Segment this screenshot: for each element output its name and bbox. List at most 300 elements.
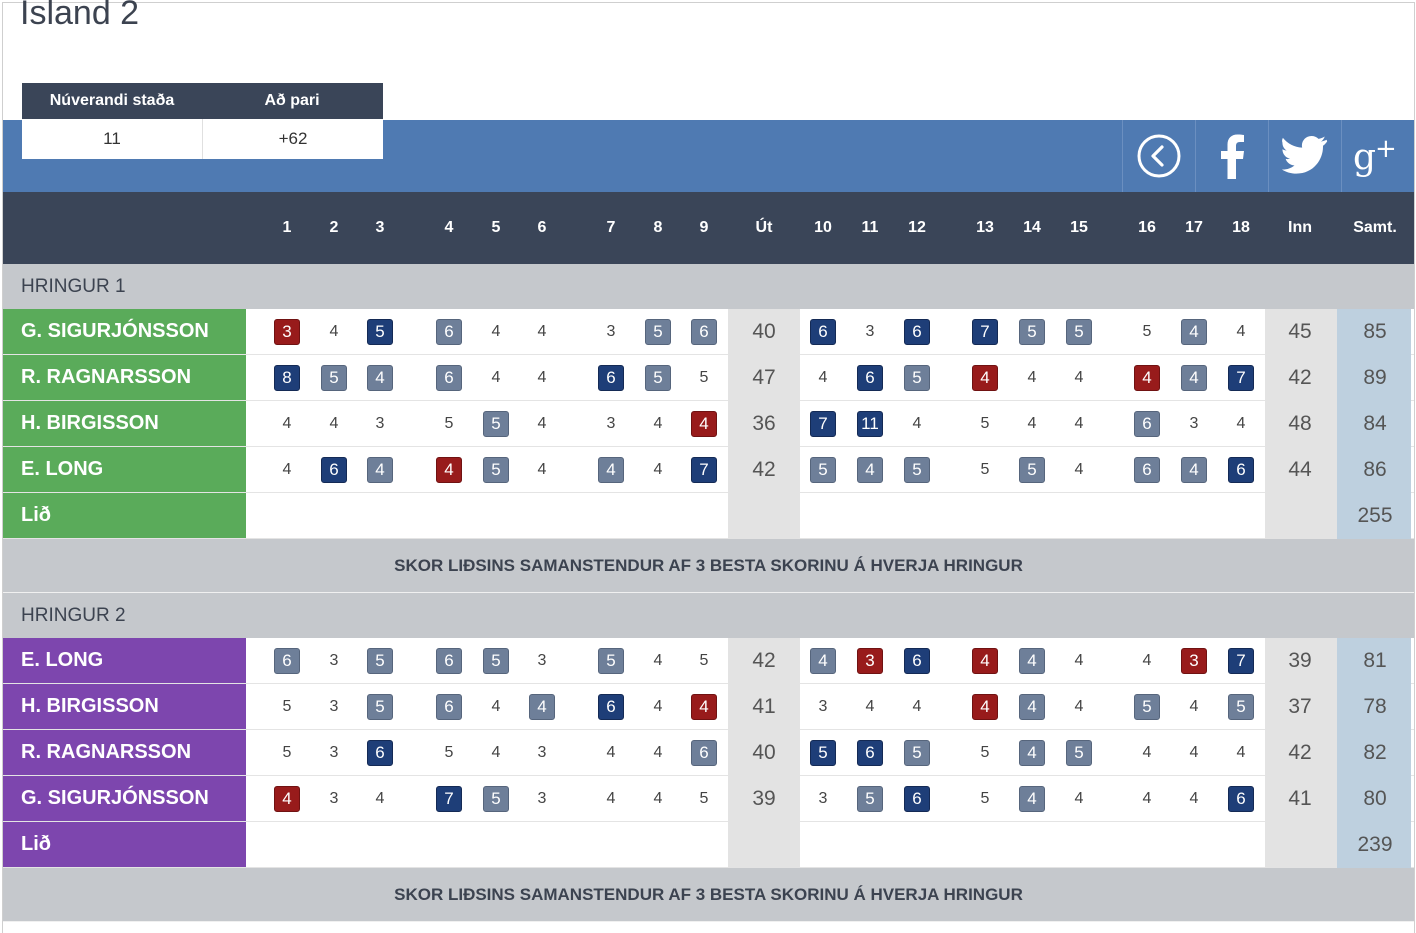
hole-score: 4 (972, 365, 998, 391)
hole-score: 3 (329, 698, 339, 715)
hole-score: 3 (537, 744, 547, 761)
in-score: 37 (1288, 695, 1312, 718)
current-position-value: 11 (22, 119, 203, 159)
hole-score: 5 (483, 786, 509, 812)
hole-cell (848, 309, 892, 355)
hole-score: 4 (1019, 786, 1045, 812)
hole-cell (474, 309, 518, 355)
hole-cell (1057, 684, 1101, 730)
hole-cell (1219, 309, 1263, 355)
out-score: 42 (752, 649, 776, 672)
hole-score: 4 (491, 744, 501, 761)
twitter-icon (1281, 136, 1329, 176)
hole-cell (520, 730, 564, 776)
hole-cell (636, 355, 680, 401)
hole-score: 3 (537, 790, 547, 807)
hole-score: 3 (274, 319, 300, 345)
hole-score: 3 (329, 652, 339, 669)
column-header: 6 (537, 219, 547, 236)
player-row[interactable] (3, 638, 1414, 684)
to-par-label: Að pari (264, 92, 320, 109)
hole-score: 3 (818, 790, 828, 807)
hole-cell (474, 684, 518, 730)
column-header: Út (755, 219, 773, 236)
hole-score: 5 (699, 790, 709, 807)
hole-cell (474, 638, 518, 684)
column-header: Inn (1288, 219, 1312, 236)
hole-cell (895, 447, 939, 493)
hole-score: 5 (645, 365, 671, 391)
hole-score: 4 (436, 457, 462, 483)
hole-score: 4 (375, 790, 385, 807)
hole-cell (636, 309, 680, 355)
hole-score: 6 (1228, 786, 1254, 812)
hole-score: 4 (1181, 319, 1207, 345)
status-box (22, 83, 383, 159)
hole-cell (801, 401, 845, 447)
hole-cell (636, 638, 680, 684)
hole-score: 4 (1236, 323, 1246, 340)
hole-score: 5 (444, 744, 454, 761)
out-score: 42 (752, 458, 776, 481)
hole-score: 5 (904, 740, 930, 766)
hole-cell (895, 401, 939, 447)
hole-score: 4 (329, 323, 339, 340)
hole-cell (1172, 684, 1216, 730)
hole-cell (427, 355, 471, 401)
hole-cell (636, 401, 680, 447)
twitter-share-button[interactable] (1268, 120, 1341, 192)
hole-score: 7 (972, 319, 998, 345)
column-header: 14 (1023, 219, 1041, 236)
hole-score: 4 (367, 365, 393, 391)
hole-cell (265, 355, 309, 401)
hole-score: 5 (810, 457, 836, 483)
player-name[interactable]: G. SIGURJÓNSSON (3, 309, 246, 354)
column-header: 16 (1138, 219, 1156, 236)
column-header: 10 (814, 219, 832, 236)
facebook-icon (1217, 133, 1247, 179)
hole-score: 4 (653, 652, 663, 669)
hole-score: 4 (1142, 744, 1152, 761)
hole-cell (520, 447, 564, 493)
hole-cell (1057, 447, 1101, 493)
hole-score: 4 (691, 411, 717, 437)
hole-score: 4 (537, 323, 547, 340)
hole-cell (265, 684, 309, 730)
hole-cell (1057, 638, 1101, 684)
hole-score: 3 (818, 698, 828, 715)
hole-cell (1172, 638, 1216, 684)
hole-cell (520, 684, 564, 730)
hole-score: 3 (1189, 415, 1199, 432)
svg-text:+: + (1375, 134, 1397, 164)
hole-score: 4 (810, 648, 836, 674)
column-header: 1 (282, 219, 292, 236)
hole-cell (1219, 684, 1263, 730)
hole-score: 4 (282, 415, 292, 432)
hole-cell (1057, 401, 1101, 447)
hole-score: 4 (1074, 790, 1084, 807)
hole-cell (963, 309, 1007, 355)
hole-score: 4 (1142, 652, 1152, 669)
hole-score: 3 (606, 323, 616, 340)
hole-score: 4 (282, 461, 292, 478)
hole-score: 3 (329, 790, 339, 807)
player-name[interactable]: G. SIGURJÓNSSON (3, 776, 246, 821)
hole-cell (1057, 355, 1101, 401)
hole-score: 5 (483, 457, 509, 483)
column-header: 12 (908, 219, 926, 236)
player-name[interactable]: E. LONG (3, 447, 246, 492)
in-score: 44 (1288, 458, 1312, 481)
hole-score: 4 (1134, 365, 1160, 391)
hole-score: 5 (444, 415, 454, 432)
hole-cell (1172, 355, 1216, 401)
hole-score: 5 (904, 457, 930, 483)
hole-cell (682, 776, 726, 822)
hole-score: 6 (1134, 457, 1160, 483)
hole-score: 4 (537, 415, 547, 432)
hole-cell (358, 638, 402, 684)
total-score: 80 (1363, 787, 1387, 810)
hole-score: 6 (810, 319, 836, 345)
hole-cell (312, 401, 356, 447)
column-header: Samt. (1353, 219, 1397, 236)
column-header: 7 (606, 219, 616, 236)
hole-score: 6 (904, 786, 930, 812)
hole-score: 4 (653, 461, 663, 478)
team-total: 239 (1357, 833, 1393, 856)
player-row[interactable] (3, 684, 1414, 730)
hole-cell (848, 684, 892, 730)
round-title-label: HRINGUR 2 (21, 605, 126, 626)
hole-cell (312, 309, 356, 355)
hole-cell (1125, 355, 1169, 401)
column-header: 18 (1232, 219, 1250, 236)
hole-score: 5 (282, 698, 292, 715)
hole-score: 4 (537, 461, 547, 478)
google-plus-icon (1353, 133, 1403, 179)
hole-cell (636, 730, 680, 776)
player-name[interactable]: H. BIRGISSON (3, 684, 246, 729)
out-score: 39 (752, 787, 776, 810)
hole-cell (589, 309, 633, 355)
hole-cell (848, 355, 892, 401)
hole-score: 4 (598, 457, 624, 483)
hole-cell (1010, 401, 1054, 447)
player-name[interactable]: R. RAGNARSSON (3, 355, 246, 400)
hole-score: 4 (1236, 415, 1246, 432)
hole-cell (589, 776, 633, 822)
hole-cell (1010, 684, 1054, 730)
hole-cell (895, 776, 939, 822)
hole-score: 5 (810, 740, 836, 766)
hole-cell (682, 638, 726, 684)
player-row[interactable] (3, 309, 1414, 355)
hole-score: 4 (1189, 744, 1199, 761)
hole-cell (963, 730, 1007, 776)
hole-cell (1057, 309, 1101, 355)
hole-score: 4 (1074, 415, 1084, 432)
hole-cell (801, 447, 845, 493)
hole-score: 5 (1019, 319, 1045, 345)
hole-score: 3 (606, 415, 616, 432)
hole-score: 4 (865, 698, 875, 715)
svg-text:g: g (1353, 137, 1377, 178)
hole-cell (1010, 638, 1054, 684)
hole-score: 5 (598, 648, 624, 674)
hole-cell (1125, 776, 1169, 822)
in-subtotal-bg (1265, 493, 1337, 539)
hole-score: 7 (1228, 648, 1254, 674)
hole-score: 3 (865, 323, 875, 340)
hole-cell (895, 355, 939, 401)
team-row (3, 493, 1414, 539)
hole-score: 4 (491, 369, 501, 386)
hole-cell (682, 447, 726, 493)
round-title-label: HRINGUR 1 (21, 276, 126, 297)
hole-score: 5 (483, 411, 509, 437)
hole-cell (963, 776, 1007, 822)
hole-score: 5 (367, 648, 393, 674)
hole-cell (801, 309, 845, 355)
hole-score: 6 (691, 319, 717, 345)
hole-score: 4 (691, 694, 717, 720)
player-row[interactable] (3, 730, 1414, 776)
hole-cell (1219, 638, 1263, 684)
hole-cell (427, 309, 471, 355)
hole-cell (265, 776, 309, 822)
hole-score: 6 (1134, 411, 1160, 437)
hole-cell (1172, 776, 1216, 822)
player-row[interactable] (3, 355, 1414, 401)
hole-score: 3 (1181, 648, 1207, 674)
hole-cell (1010, 776, 1054, 822)
total-score: 85 (1363, 320, 1387, 343)
hole-cell (1010, 309, 1054, 355)
hole-cell (358, 355, 402, 401)
hole-score: 4 (529, 694, 555, 720)
hole-cell (848, 776, 892, 822)
hole-score: 5 (980, 790, 990, 807)
hole-cell (312, 638, 356, 684)
hole-score: 4 (329, 415, 339, 432)
hole-score: 4 (653, 790, 663, 807)
hole-score: 5 (980, 461, 990, 478)
player-row[interactable] (3, 447, 1414, 493)
hole-cell (265, 447, 309, 493)
column-header: 17 (1185, 219, 1203, 236)
hole-score: 4 (1019, 648, 1045, 674)
hole-score: 5 (483, 648, 509, 674)
hole-cell (312, 355, 356, 401)
column-header: 8 (653, 219, 663, 236)
hole-score: 7 (436, 786, 462, 812)
hole-cell (682, 355, 726, 401)
hole-score: 5 (699, 652, 709, 669)
hole-cell (312, 776, 356, 822)
hole-cell (427, 730, 471, 776)
hole-score: 4 (912, 415, 922, 432)
to-par-value: +62 (278, 129, 308, 148)
total-score: 86 (1363, 458, 1387, 481)
hole-score: 6 (1228, 457, 1254, 483)
hole-cell (1172, 730, 1216, 776)
hole-cell (358, 776, 402, 822)
hole-cell (1125, 730, 1169, 776)
hole-score: 5 (367, 319, 393, 345)
hole-score: 5 (1142, 323, 1152, 340)
hole-cell (801, 355, 845, 401)
out-score: 36 (752, 412, 776, 435)
column-header: 9 (699, 219, 709, 236)
player-row[interactable] (3, 401, 1414, 447)
hole-score: 3 (857, 648, 883, 674)
total-score: 81 (1363, 649, 1387, 672)
hole-cell (1125, 309, 1169, 355)
hole-cell (801, 730, 845, 776)
hole-score: 3 (537, 652, 547, 669)
hole-score: 5 (857, 786, 883, 812)
back-button[interactable] (1122, 120, 1195, 192)
hole-cell (1010, 447, 1054, 493)
in-score: 42 (1288, 366, 1312, 389)
hole-score: 5 (904, 365, 930, 391)
hole-cell (801, 638, 845, 684)
hole-cell (265, 309, 309, 355)
hole-cell (474, 447, 518, 493)
hole-cell (1057, 776, 1101, 822)
hole-score: 3 (329, 744, 339, 761)
hole-score: 6 (321, 457, 347, 483)
hole-cell (1219, 730, 1263, 776)
total-score: 78 (1363, 695, 1387, 718)
hole-cell (520, 355, 564, 401)
in-score: 45 (1288, 320, 1312, 343)
round-title (3, 264, 1414, 310)
google-plus-share-button[interactable] (1341, 120, 1414, 192)
hole-score: 4 (1027, 369, 1037, 386)
scorecard-header (3, 192, 1414, 264)
hole-cell (265, 401, 309, 447)
current-position-label: Núverandi staða (49, 92, 175, 109)
hole-cell (1219, 447, 1263, 493)
column-header: 15 (1070, 219, 1088, 236)
hole-score: 8 (274, 365, 300, 391)
hole-score: 7 (691, 457, 717, 483)
hole-score: 5 (1228, 694, 1254, 720)
hole-cell (848, 447, 892, 493)
hole-cell (801, 776, 845, 822)
hole-cell (1219, 355, 1263, 401)
column-header: 4 (444, 219, 454, 236)
hole-cell (963, 401, 1007, 447)
hole-cell (474, 776, 518, 822)
out-score: 40 (752, 320, 776, 343)
player-row[interactable] (3, 776, 1414, 822)
hole-cell (427, 638, 471, 684)
hole-cell (1219, 401, 1263, 447)
in-score: 39 (1288, 649, 1312, 672)
hole-score: 4 (367, 457, 393, 483)
hole-score: 6 (598, 694, 624, 720)
hole-score: 4 (1074, 461, 1084, 478)
hole-cell (1172, 447, 1216, 493)
hole-cell (358, 309, 402, 355)
in-score: 41 (1288, 787, 1312, 810)
hole-cell (589, 638, 633, 684)
hole-cell (963, 355, 1007, 401)
hole-score: 5 (1019, 457, 1045, 483)
hole-score: 5 (282, 744, 292, 761)
hole-score: 6 (436, 648, 462, 674)
team-label: Lið (3, 493, 246, 538)
column-header: 3 (375, 219, 385, 236)
hole-cell (520, 309, 564, 355)
hole-score: 4 (653, 415, 663, 432)
hole-cell (358, 730, 402, 776)
hole-score: 4 (972, 694, 998, 720)
hole-cell (1125, 684, 1169, 730)
round-title (3, 593, 1414, 639)
player-name[interactable]: H. BIRGISSON (3, 401, 246, 446)
hole-score: 4 (1027, 415, 1037, 432)
hole-cell (589, 401, 633, 447)
hole-score: 4 (491, 698, 501, 715)
player-name[interactable]: E. LONG (3, 638, 246, 683)
hole-cell (358, 684, 402, 730)
hole-score: 3 (375, 415, 385, 432)
hole-cell (636, 776, 680, 822)
hole-score: 5 (1066, 319, 1092, 345)
hole-cell (312, 447, 356, 493)
hole-score: 6 (691, 740, 717, 766)
hole-cell (265, 730, 309, 776)
hole-score: 6 (904, 648, 930, 674)
hole-cell (682, 730, 726, 776)
hole-score: 11 (857, 411, 883, 437)
hole-score: 5 (1066, 740, 1092, 766)
hole-score: 4 (1074, 698, 1084, 715)
hole-cell (682, 309, 726, 355)
hole-score: 4 (1074, 369, 1084, 386)
player-name[interactable]: R. RAGNARSSON (3, 730, 246, 775)
hole-cell (1010, 730, 1054, 776)
hole-cell (682, 401, 726, 447)
hole-cell (474, 730, 518, 776)
hole-cell (963, 638, 1007, 684)
hole-cell (1172, 309, 1216, 355)
column-header: 5 (491, 219, 501, 236)
facebook-share-button[interactable] (1195, 120, 1268, 192)
hole-cell (895, 309, 939, 355)
hole-cell (1010, 355, 1054, 401)
hole-score: 5 (980, 744, 990, 761)
hole-score: 5 (645, 319, 671, 345)
hole-score: 7 (1228, 365, 1254, 391)
out-subtotal-bg (728, 822, 800, 868)
hole-score: 4 (606, 790, 616, 807)
hole-cell (589, 447, 633, 493)
hole-score: 4 (818, 369, 828, 386)
hole-score: 4 (606, 744, 616, 761)
hole-cell (427, 447, 471, 493)
hole-score: 7 (810, 411, 836, 437)
hole-cell (474, 355, 518, 401)
hole-score: 4 (1142, 790, 1152, 807)
hole-score: 4 (653, 744, 663, 761)
